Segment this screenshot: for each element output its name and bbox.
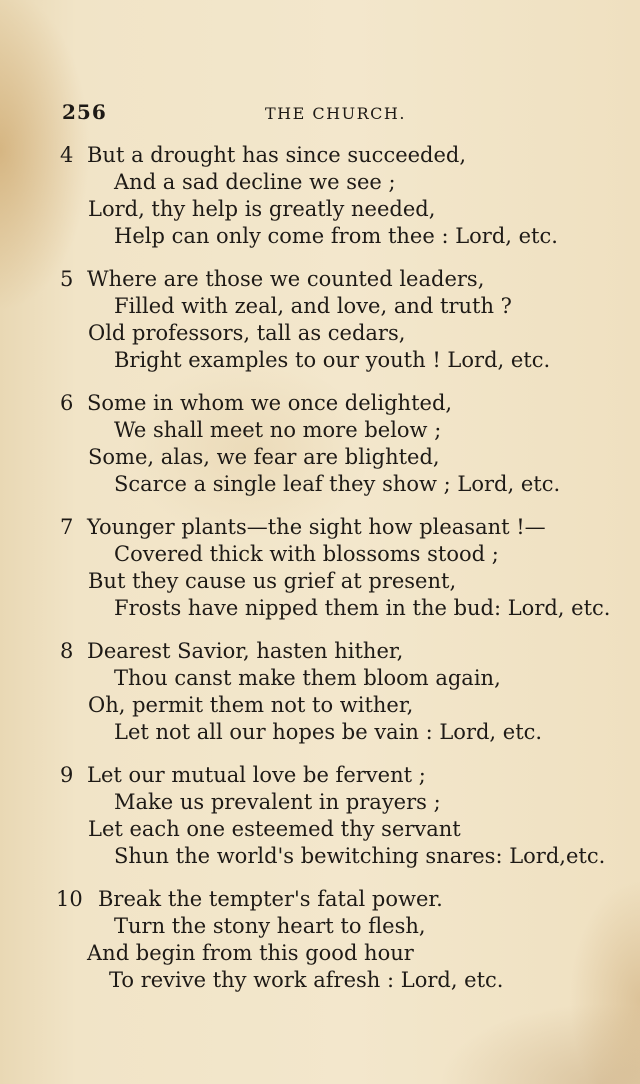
- verse-line: Let not all our hopes be vain : Lord, etc.: [114, 720, 543, 744]
- line-text: But a drought has since succeeded,: [87, 143, 467, 167]
- stanza-8: [0, 638, 640, 746]
- verse-line: We shall meet no more below ;: [114, 418, 442, 442]
- verse-line: Bright examples to our youth ! Lord, etc.: [114, 348, 551, 372]
- verse-line: Shun the world's bewitching snares: Lord,etc.: [114, 844, 606, 868]
- running-head: THE CHURCH.: [265, 104, 406, 123]
- verse-line: Help can only come from thee : Lord, etc.: [114, 224, 558, 248]
- stanza-number: 9: [60, 763, 74, 787]
- line-text: Dearest Savior, hasten hither,: [87, 639, 404, 663]
- verse-line: And begin from this good hour: [87, 941, 414, 965]
- line-text: Younger plants—the sight how pleasant !—: [87, 515, 546, 539]
- stanza-9: [0, 762, 640, 870]
- verse-line: [0, 638, 640, 665]
- stanza-4: [0, 142, 640, 250]
- line-text: Let our mutual love be fervent ;: [87, 763, 426, 787]
- verse-line: But they cause us grief at present,: [88, 569, 457, 593]
- stanza-7: [0, 514, 640, 622]
- stanza-number: 8: [60, 639, 74, 663]
- verse-line: Some, alas, we fear are blighted,: [88, 445, 440, 469]
- verse-line: [0, 266, 640, 293]
- verse-line: Old professors, tall as cedars,: [88, 321, 406, 345]
- verse-line: And a sad decline we see ;: [114, 170, 396, 194]
- stanza-number: 7: [60, 515, 74, 539]
- verse-line: Thou canst make them bloom again,: [114, 666, 501, 690]
- verse-line: Turn the stony heart to flesh,: [114, 914, 426, 938]
- verse-line: Frosts have nipped them in the bud: Lord, etc.: [114, 596, 611, 620]
- page-header: [62, 100, 442, 130]
- stanza-10: [0, 886, 640, 994]
- line-text: Break the tempter's fatal power.: [98, 887, 443, 911]
- stanza-5: [0, 266, 640, 374]
- verse-line: [0, 886, 640, 913]
- verse-line: To revive thy work afresh : Lord, etc.: [109, 968, 504, 992]
- verse-line: Filled with zeal, and love, and truth ?: [114, 294, 512, 318]
- line-text: Some in whom we once delighted,: [87, 391, 453, 415]
- stanza-6: [0, 390, 640, 498]
- verse-line: Scarce a single leaf they show ; Lord, etc.: [114, 472, 561, 496]
- verse-line: Let each one esteemed thy servant: [88, 817, 461, 841]
- verse-line: [0, 514, 640, 541]
- page-number: 256: [62, 100, 107, 124]
- stanza-number: 4: [60, 143, 74, 167]
- stanza-number: 10: [56, 887, 83, 911]
- verse-line: Lord, thy help is greatly needed,: [88, 197, 436, 221]
- verse-line: Make us prevalent in prayers ;: [114, 790, 441, 814]
- verse-line: [0, 142, 640, 169]
- stanza-number: 6: [60, 391, 74, 415]
- verse-line: [0, 762, 640, 789]
- line-text: Where are those we counted leaders,: [87, 267, 485, 291]
- verse-line: Oh, permit them not to wither,: [88, 693, 414, 717]
- hymn-verses: [0, 142, 640, 1010]
- verse-line: [0, 390, 640, 417]
- verse-line: Covered thick with blossoms stood ;: [114, 542, 499, 566]
- stanza-number: 5: [60, 267, 74, 291]
